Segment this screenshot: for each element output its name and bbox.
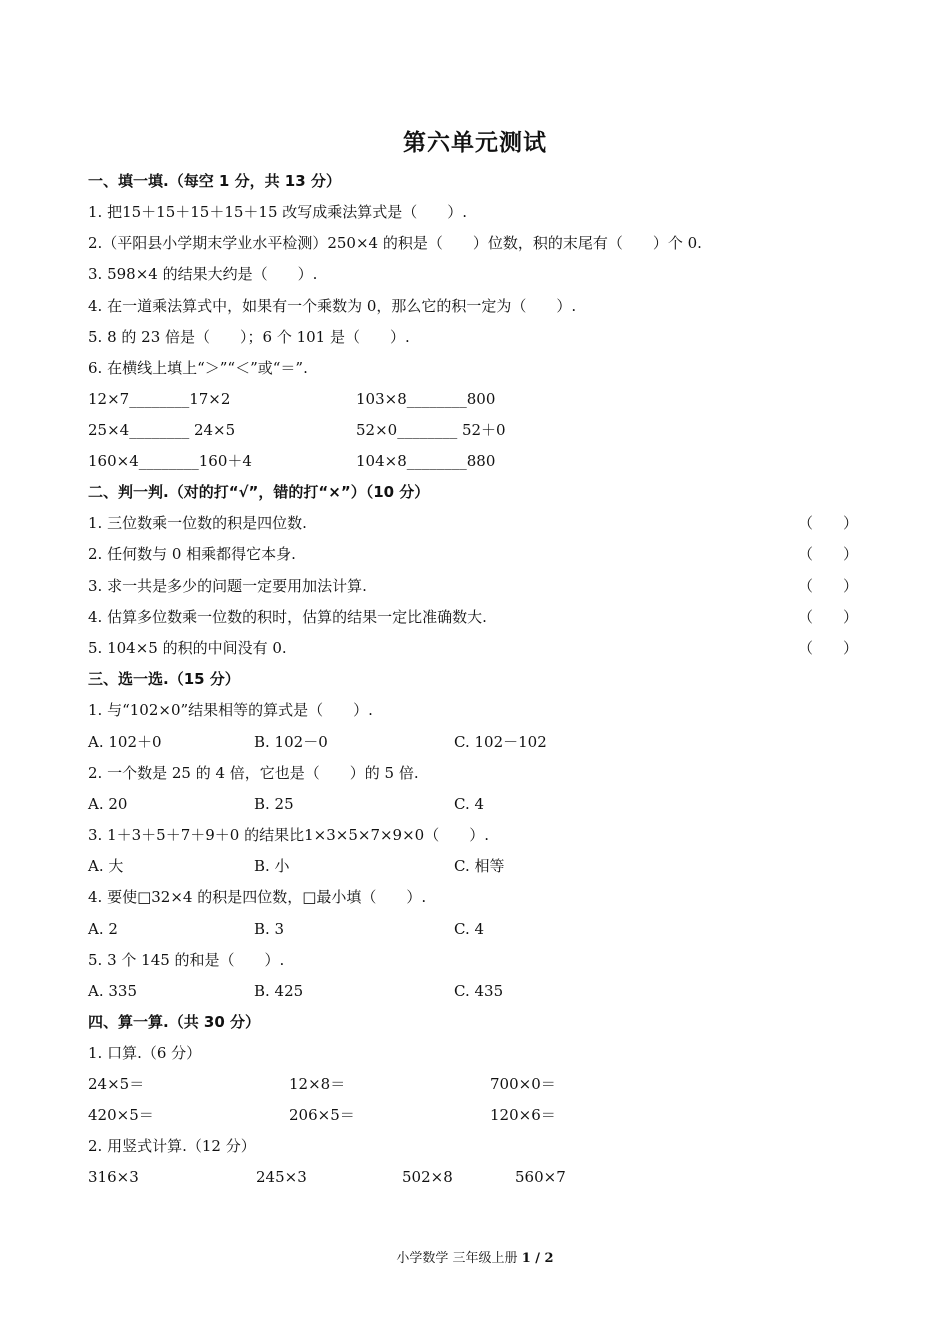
comparison-item: 103×8________800 (356, 390, 496, 408)
s4-sub-1: 1. 口算.（6 分） (88, 1044, 202, 1062)
oral-calc-item: 206×5＝ (289, 1106, 355, 1124)
comparison-item: 160×4________160＋4 (88, 452, 252, 470)
page-number: 1 / 2 (521, 1251, 554, 1266)
choice-question: 4. 要使□32×4 的积是四位数，□最小填（ ）. (88, 888, 427, 906)
comparison-item: 25×4________ 24×5 (88, 421, 236, 439)
choice-question: 2. 一个数是 25 的 4 倍，它也是（ ）的 5 倍. (88, 764, 419, 782)
choice-option: B. 小 (254, 857, 290, 875)
vertical-calc-item: 316×3 (88, 1168, 139, 1186)
section-1-heading: 一、填一填.（每空 1 分，共 13 分） (88, 172, 341, 190)
oral-calc-item: 120×6＝ (490, 1106, 556, 1124)
section-2-heading: 二、判一判.（对的打“√”，错的打“×”）（10 分） (88, 483, 430, 501)
oral-calc-item: 12×8＝ (289, 1075, 346, 1093)
choice-question: 3. 1＋3＋5＋7＋9＋0 的结果比1×3×5×7×9×0（ ）. (88, 826, 489, 844)
comparison-item: 12×7________17×2 (88, 390, 231, 408)
choice-option: C. 4 (454, 920, 485, 938)
choice-option: A. 2 (88, 920, 118, 938)
page-title: 第六单元测试 (403, 130, 547, 156)
s1-question-6: 6. 在横线上填上“＞”“＜”或“＝”. (88, 359, 308, 377)
section-3-heading: 三、选一选.（15 分） (88, 670, 240, 688)
choice-question: 5. 3 个 145 的和是（ ）. (88, 951, 285, 969)
choice-option: A. 335 (88, 982, 137, 1000)
judgement-item: 4. 估算多位数乘一位数的积时，估算的结果一定比准确数大. (88, 608, 487, 626)
judgement-item: 1. 三位数乘一位数的积是四位数. (88, 514, 307, 532)
choice-option: C. 435 (454, 982, 504, 1000)
comparison-item: 52×0________ 52＋0 (356, 421, 506, 439)
s1-question-5: 5. 8 的 23 倍是（ ）；6 个 101 是（ ）. (88, 328, 410, 346)
vertical-calc-item: 560×7 (515, 1168, 566, 1186)
choice-option: C. 102－102 (454, 733, 547, 751)
comparison-item: 104×8________880 (356, 452, 496, 470)
choice-option: B. 102－0 (254, 733, 328, 751)
choice-option: B. 3 (254, 920, 285, 938)
answer-parentheses: （ ） (798, 514, 859, 532)
judgement-item: 2. 任何数与 0 相乘都得它本身. (88, 545, 296, 563)
answer-parentheses: （ ） (798, 608, 859, 626)
s4-sub-2: 2. 用竖式计算.（12 分） (88, 1137, 256, 1155)
choice-option: A. 102＋0 (88, 733, 162, 751)
oral-calc-item: 24×5＝ (88, 1075, 145, 1093)
s1-question-3: 3. 598×4 的结果大约是（ ）. (88, 265, 318, 283)
choice-option: C. 4 (454, 795, 485, 813)
oral-calc-item: 420×5＝ (88, 1106, 154, 1124)
vertical-calc-item: 245×3 (256, 1168, 307, 1186)
choice-option: C. 相等 (454, 857, 505, 875)
answer-parentheses: （ ） (798, 577, 859, 595)
answer-parentheses: （ ） (798, 639, 859, 657)
judgement-item: 5. 104×5 的积的中间没有 0. (88, 639, 287, 657)
choice-question: 1. 与“102×0”结果相等的算式是（ ）. (88, 701, 373, 719)
answer-parentheses: （ ） (798, 545, 859, 563)
page-footer (0, 1247, 950, 1266)
s1-question-2: 2.（平阳县小学期末学业水平检测）250×4 的积是（ ）位数，积的末尾有（ ）个 0. (88, 234, 702, 252)
footer-text: 小学数学 三年级上册 (396, 1251, 522, 1266)
vertical-calc-item: 502×8 (402, 1168, 453, 1186)
judgement-item: 3. 求一共是多少的问题一定要用加法计算. (88, 577, 367, 595)
s1-question-4: 4. 在一道乘法算式中，如果有一个乘数为 0，那么它的积一定为（ ）. (88, 297, 577, 315)
choice-option: A. 20 (88, 795, 128, 813)
oral-calc-item: 700×0＝ (490, 1075, 556, 1093)
choice-option: B. 425 (254, 982, 304, 1000)
s1-question-1: 1. 把15＋15＋15＋15＋15 改写成乘法算式是（ ）. (88, 203, 468, 221)
choice-option: A. 大 (88, 857, 124, 875)
section-4-heading: 四、算一算.（共 30 分） (88, 1013, 261, 1031)
choice-option: B. 25 (254, 795, 294, 813)
